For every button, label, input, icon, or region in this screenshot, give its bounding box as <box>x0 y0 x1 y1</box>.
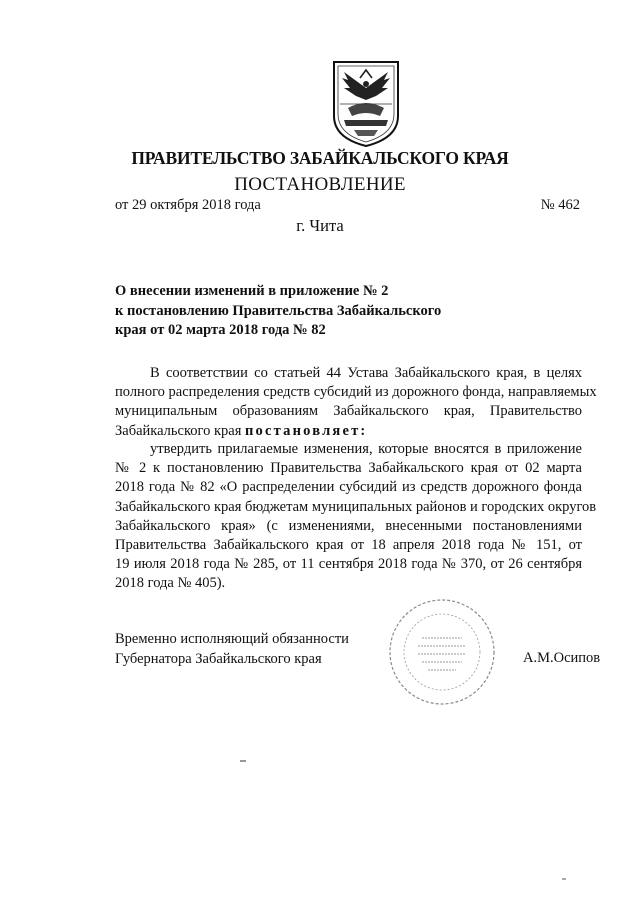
organization-title: ПРАВИТЕЛЬСТВО ЗАБАЙКАЛЬСКОГО КРАЯ <box>131 148 509 168</box>
preamble-paragraph <box>115 364 597 441</box>
document-subject <box>115 282 515 341</box>
paragraph-line: 2018 года № 405). <box>115 575 226 592</box>
signatory-title-line: Временно исполняющий обязанности <box>115 631 349 647</box>
resolution-paragraph <box>115 440 597 594</box>
paragraph-line: полного распределения средств субсидий из дорожного фонда, направляемых <box>115 384 597 401</box>
paragraph-line: 19 июля 2018 года № 285, от 11 сентября 2018 года № 370, от 26 сентября <box>115 556 582 573</box>
paragraph-line: Забайкальского края» (с изменениями, внесенными постановлениями <box>115 517 582 534</box>
subject-line: края от 02 марта 2018 года № 82 <box>115 322 326 338</box>
round-seal-stamp-icon <box>386 596 498 708</box>
paragraph-text: Забайкальского края <box>115 422 242 439</box>
document-city: г. Чита <box>296 216 344 235</box>
paragraph-line: 2018 года № 82 «О распределении субсидий из средств дорожного фонда <box>115 479 582 496</box>
scan-speck <box>240 760 246 762</box>
signatory-title-line: Губернатора Забайкальского края <box>115 650 322 667</box>
paragraph-line: В соответствии со статьей 44 Устава Забайкальского края, в целях <box>150 365 582 381</box>
document-type: ПОСТАНОВЛЕНИЕ <box>234 174 406 195</box>
document-number: № 462 <box>540 197 580 213</box>
signatory-title <box>115 630 349 669</box>
resolves-keyword: постановляет: <box>245 422 368 439</box>
scan-speck <box>562 878 566 880</box>
paragraph-line: утвердить прилагаемые изменения, которые вносятся в приложение <box>150 441 582 457</box>
subject-line: О внесении изменений в приложение № 2 <box>115 283 389 299</box>
paragraph-line: № 2 к постановлению Правительства Забайкальского края от 02 марта <box>115 460 582 477</box>
coat-of-arms-icon <box>330 58 402 148</box>
paragraph-line: Правительства Забайкальского края от 18 апреля 2018 года № 151, от <box>115 537 582 554</box>
paragraph-line <box>115 422 582 441</box>
subject-line: к постановлению Правительства Забайкальского <box>115 302 442 319</box>
document-date: от 29 октября 2018 года <box>115 197 261 213</box>
paragraph-line: Забайкальского края бюджетам муниципальных районов и городских округов <box>115 498 597 515</box>
signatory-name: А.М.Осипов <box>523 650 601 666</box>
paragraph-line: муниципальным образованиям Забайкальского края, Правительство <box>115 403 582 420</box>
